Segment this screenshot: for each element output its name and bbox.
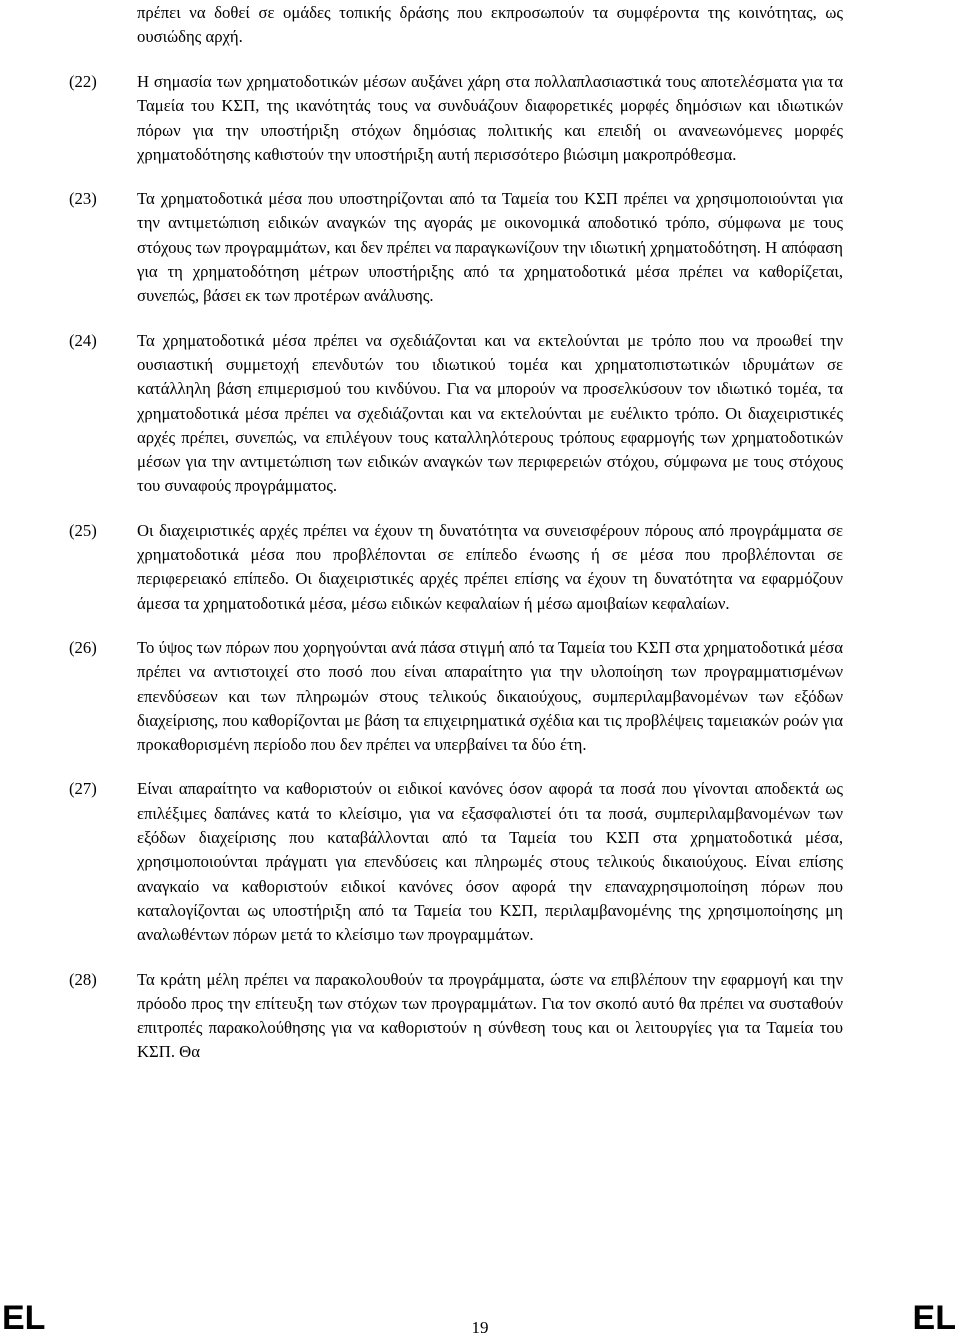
paragraph-number: (22) (69, 72, 97, 91)
paragraph-text: Η σημασία των χρηματοδοτικών μέσων αυξάνει χάρη στα πολλαπλασιαστικά τους αποτελέσματα για τα Ταμεία του ΚΣΠ, της ικανότητάς τους να συνδυάζουν διαφορετικές μορφές δημόσιων και ιδιωτικών πόρων για την υποστήριξη στόχων δημόσιας πολιτικής και επειδή οι ανανεωνόμενες μορφές χρηματοδότησης καθιστούν την υποστήριξη αυτή περισσότερο βιώσιμη μακροπρόθεσμα. (137, 72, 843, 164)
paragraph-26 (0, 636, 960, 757)
paragraph-number: (28) (69, 969, 97, 989)
footer-language-code-right: EL (912, 1299, 956, 1337)
paragraph-24 (0, 329, 960, 499)
paragraph-text: Τα κράτη μέλη πρέπει να παρακολουθούν τα προγράμματα, ώστε να επιβλέπουν την εφαρμογή και την πρόοδο προς την επίτευξη των στόχων των προγραμμάτων. Για τον σκοπό αυτό θα πρέπει να συσταθούν επιτροπές παρακολούθησης για να καθοριστούν η σύνθεση τους και οι λειτουργίες για τα Ταμεία του ΚΣΠ. Θα (137, 969, 843, 1062)
paragraph-22 (0, 70, 960, 167)
paragraph-27 (0, 777, 960, 947)
paragraph-number: (26) (69, 637, 97, 657)
paragraph-number: (24) (69, 330, 97, 350)
paragraph-text: Είναι απαραίτητο να καθοριστούν οι ειδικοί κανόνες όσον αφορά τα ποσά που γίνονται αποδεκτά ως επιλέξιμες δαπάνες κατά το κλείσιμο, για να εξασφαλιστεί ότι τα ποσά, συμπεριλαμβανομένων των εξόδων διαχείρισης που καταβάλλονται από τα Ταμεία του ΚΣΠ στα χρηματοδοτικά μέσα, χρησιμοποιούνται πράγματι για επενδύσεις και πληρωμές στους τελικούς δικαιούχους. Είναι επίσης αναγκαίο να καθοριστούν ειδικοί κανόνες όσον αφορά την επαναχρησιμοποίηση πόρων που καταλογίζονται ως υποστήριξη από τα Ταμεία του ΚΣΠ, περιλαμβανομένης της χρησιμοποίησης μη αναλωθέντων πόρων μετά το κλείσιμο των προγραμμάτων. (137, 779, 843, 945)
paragraph-23 (0, 187, 960, 308)
paragraph-text: Οι διαχειριστικές αρχές πρέπει να έχουν τη δυνατότητα να συνεισφέρουν πόρους από προγράμματα σε χρηματοδοτικά μέσα που προβλέπονται σε επίπεδο ένωσης ή σε μέσα που προβλέπονται σε περιφερειακό επίπεδο. Οι διαχειριστικές αρχές πρέπει επίσης να έχουν τη δυνατότητα να εφαρμόζουν άμεσα τα χρηματοδοτικά μέσα, μέσω ειδικών κεφαλαίων ή μέσω αμοιβαίων κεφαλαίων. (137, 520, 843, 613)
paragraph-number: (25) (69, 520, 97, 540)
paragraph-number: (27) (69, 779, 97, 799)
paragraph-number: (23) (69, 189, 97, 209)
paragraph-list (0, 70, 960, 1085)
paragraph-text: Το ύψος των πόρων που χορηγούνται ανά πάσα στιγμή από τα Ταμεία του ΚΣΠ στα χρηματοδοτικά μέσα πρέπει να αντιστοιχεί στο ποσό που είναι απαραίτητο για την υλοποίηση των προγραμματισμένων επενδύσεων και των πληρωμών στους τελικούς δικαιούχους, συμπεριλαμβανομένων των εξόδων διαχείρισης, που καθορίζονται με βάση τα επιχειρηματικά σχέδια και τις προβλέψεις ταμειακών ροών για προκαθορισμένη περίοδο που δεν πρέπει να υπερβαίνει τα δύο έτη. (137, 637, 843, 755)
paragraph-text: Τα χρηματοδοτικά μέσα πρέπει να σχεδιάζονται και να εκτελούνται με τρόπο που να προωθεί την ουσιαστική συμμετοχή επενδυτών του ιδιωτικού τομέα και χρηματοπιστωτικών ιδρυμάτων σε κατάλληλη βάση επιμερισμού του κινδύνου. Για να μπορούν να προσελκύσουν τον ιδιωτικό τομέα, τα χρηματοδοτικά μέσα πρέπει να σχεδιάζονται και να εκτελούνται με ευέλικτο τρόπο. Οι διαχειριστικές αρχές πρέπει, συνεπώς, να επιλέγουν τους καταλληλότερους τρόπους εφαρμογής των χρηματοδοτικών μέσων για την αντιμετώπιση των ειδικών αναγκών των περιφερειών στόχου, σύμφωνα με τους στόχους του συναφούς προγράμματος. (137, 330, 843, 496)
page-number: 19 (471, 1318, 489, 1337)
paragraph-text: Τα χρηματοδοτικά μέσα που υποστηρίζονται από τα Ταμεία του ΚΣΠ πρέπει να χρησιμοποιούνται για την αντιμετώπιση ειδικών αναγκών της αγοράς με οικονομικά αποδοτικό τρόπο, σύμφωνα με τους στόχους των προγραμμάτων, και δεν πρέπει να παραγκωνίζουν την ιδιωτική χρηματοδότηση. Η απόφαση για τη χρηματοδότηση μέτρων υποστήριξης από τα χρηματοδοτικά μέσα πρέπει να καθορίζεται, συνεπώς, βάσει εκ των προτέρων ανάλυσης. (137, 189, 843, 306)
continuation-text: πρέπει να δοθεί σε ομάδες τοπικής δράσης που εκπροσωπούν τα συμφέροντα της κοινότητας, ως ουσιώδης αρχή. (137, 3, 843, 47)
footer-language-code-left: EL (2, 1299, 46, 1337)
paragraph-28 (0, 968, 960, 1065)
paragraph-25 (0, 519, 960, 616)
